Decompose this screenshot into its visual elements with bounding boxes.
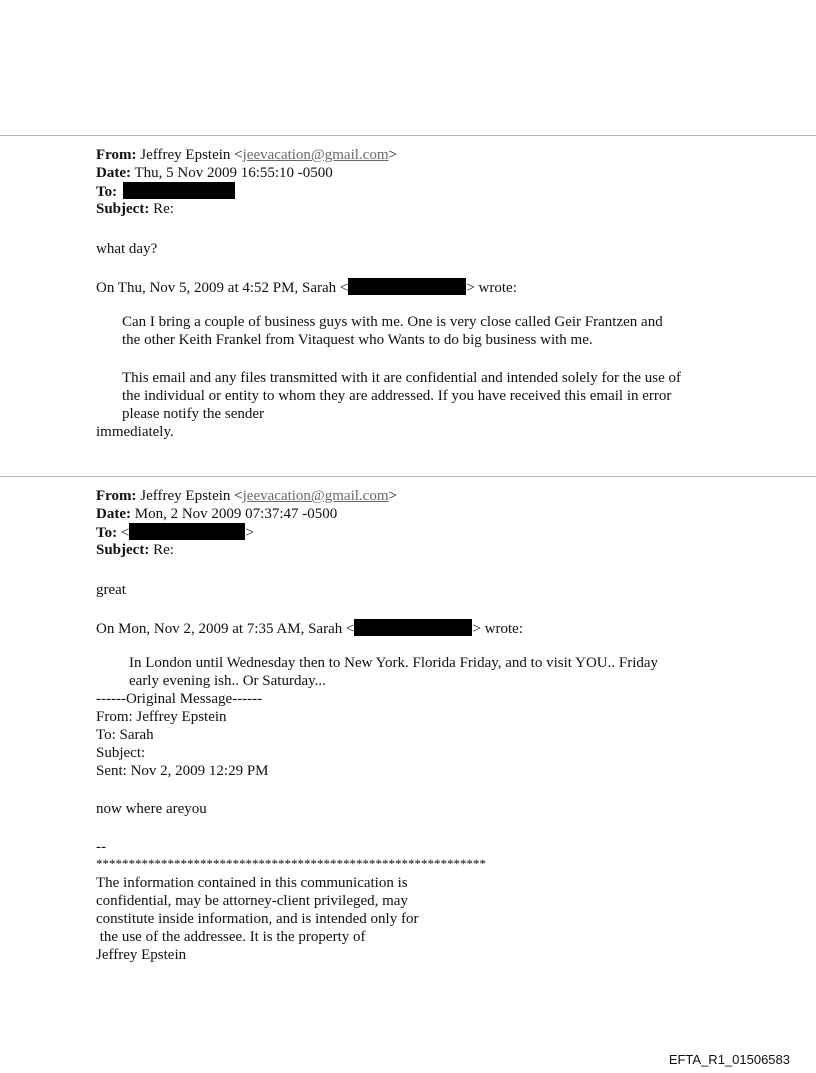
from-label: From: xyxy=(96,147,137,163)
from-email-link[interactable]: jeevacation@gmail.com xyxy=(242,147,389,163)
to-gt: > xyxy=(245,525,254,541)
quote-header-suffix: > wrote: xyxy=(472,621,523,637)
quote-header-text: On Thu, Nov 5, 2009 at 4:52 PM, Sarah < xyxy=(96,280,349,296)
original-body: now where areyou xyxy=(96,801,207,817)
from-lt: < xyxy=(230,147,243,163)
subject-value: Re: xyxy=(153,201,174,217)
subject-value: Re: xyxy=(153,542,174,558)
to-label: To: xyxy=(96,184,118,200)
stars-divider: ************************************************************ xyxy=(96,856,486,871)
date-value: Thu, 5 Nov 2009 16:55:10 -0500 xyxy=(134,165,333,181)
quote-header xyxy=(96,619,736,637)
document-id: EFTA_R1_01506583 xyxy=(668,1052,790,1067)
from-line xyxy=(96,487,736,505)
original-line: To: Sarah xyxy=(96,727,154,743)
quote-header-suffix: > wrote: xyxy=(466,280,517,296)
legal-line: Jeffrey Epstein xyxy=(96,947,187,963)
date-label: Date: xyxy=(96,506,131,522)
redaction-box xyxy=(123,182,235,199)
to-line xyxy=(96,182,736,200)
legal-line: constitute inside information, and is intended only for xyxy=(96,911,419,927)
quote-line: Can I bring a couple of business guys with me. One is very close called Geir Frantzen and xyxy=(122,314,663,330)
email-message-1 xyxy=(96,146,736,441)
quote-header-text: On Mon, Nov 2, 2009 at 7:35 AM, Sarah < xyxy=(96,621,355,637)
legal-line: the use of the addressee. It is the property of xyxy=(96,929,366,945)
redaction-box xyxy=(129,523,245,540)
quote-line: early evening ish.. Or Saturday... xyxy=(129,673,326,689)
original-line: Subject: xyxy=(96,745,146,761)
to-lt: < xyxy=(117,525,130,541)
disclaimer-line: please notify the sender xyxy=(122,406,265,422)
disclaimer-tail: immediately. xyxy=(96,424,174,440)
original-line: From: Jeffrey Epstein xyxy=(96,709,227,725)
message-body: what day? xyxy=(96,241,158,257)
original-header: ------Original Message------ xyxy=(96,691,263,707)
from-name: Jeffrey Epstein xyxy=(140,147,231,163)
signature-dash: -- xyxy=(96,839,106,855)
email-message-2 xyxy=(96,487,736,964)
date-line xyxy=(96,505,736,523)
from-gt: > xyxy=(388,147,397,163)
from-gt: > xyxy=(388,488,397,504)
to-line xyxy=(96,523,736,541)
from-name: Jeffrey Epstein xyxy=(140,488,231,504)
disclaimer-line: This email and any files transmitted with it are confidential and intended solely for the use of xyxy=(122,370,682,386)
from-lt: < xyxy=(230,488,243,504)
message-body: great xyxy=(96,582,126,598)
from-label: From: xyxy=(96,488,137,504)
quoted-message xyxy=(96,654,736,690)
quote-line: In London until Wednesday then to New York. Florida Friday, and to visit YOU.. Friday xyxy=(129,655,659,671)
redaction-box xyxy=(348,278,466,295)
from-line xyxy=(96,146,736,164)
to-label: To: xyxy=(96,525,118,541)
original-line: Sent: Nov 2, 2009 12:29 PM xyxy=(96,763,269,779)
middle-separator xyxy=(0,476,816,477)
quote-line: the other Keith Frankel from Vitaquest who Wants to do big business with me. xyxy=(122,332,593,348)
date-line xyxy=(96,164,736,182)
date-value: Mon, 2 Nov 2009 07:37:47 -0500 xyxy=(134,506,338,522)
subject-label: Subject: xyxy=(96,542,150,558)
legal-line: confidential, may be attorney-client privileged, may xyxy=(96,893,408,909)
top-separator xyxy=(0,135,816,136)
quoted-message xyxy=(96,313,736,423)
legal-line: The information contained in this communication is xyxy=(96,875,408,891)
quote-header xyxy=(96,278,736,296)
redaction-box xyxy=(354,619,472,636)
from-email-link[interactable]: jeevacation@gmail.com xyxy=(242,488,389,504)
date-label: Date: xyxy=(96,165,131,181)
subject-line xyxy=(96,541,736,559)
disclaimer-line: the individual or entity to whom they are addressed. If you have received this email in error xyxy=(122,388,672,404)
subject-label: Subject: xyxy=(96,201,150,217)
subject-line xyxy=(96,200,736,218)
